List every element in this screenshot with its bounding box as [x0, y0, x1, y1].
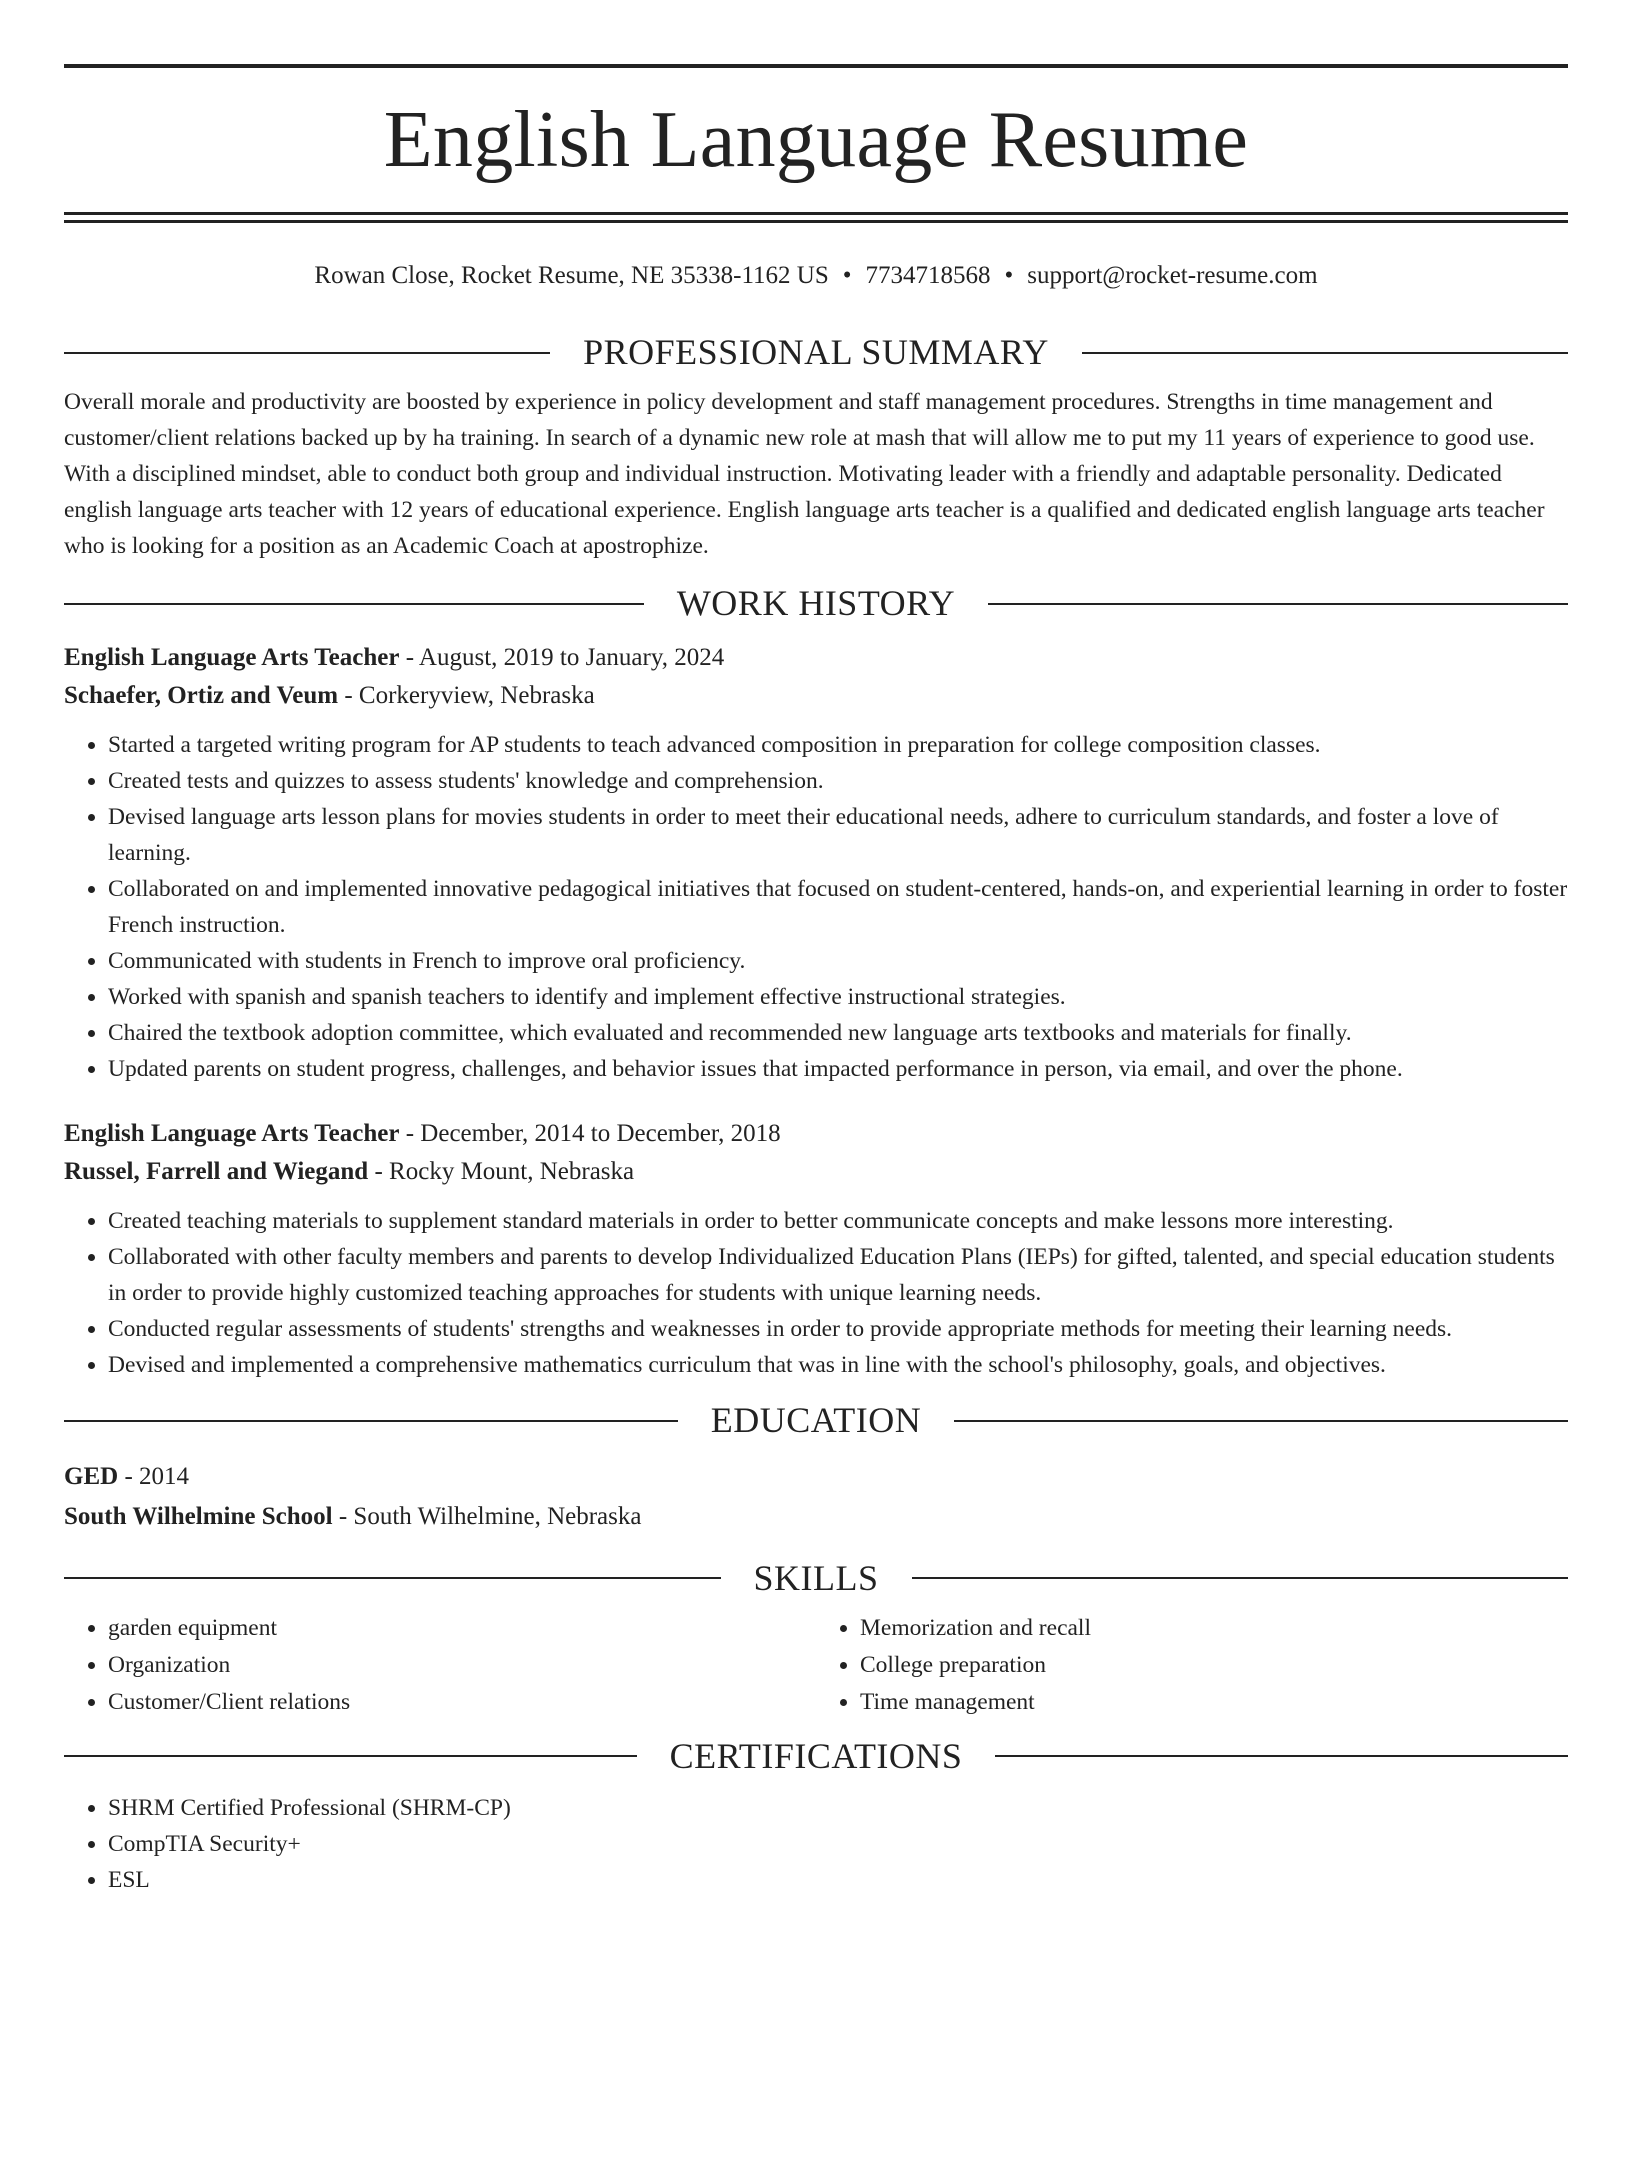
section-header-education [64, 1399, 1568, 1442]
section-rule-right [995, 1755, 1568, 1757]
list-item: • Updated parents on student progress, challenges, and behavior issues that impacted performance in person, via email, and over the phone. [108, 1051, 1568, 1087]
job-company: Schaefer, Ortiz and Veum [64, 682, 339, 710]
section-header-skills [64, 1557, 1568, 1600]
section-header-work [64, 582, 1568, 625]
job-entry [64, 1115, 1568, 1383]
section-title-summary: PROFESSIONAL SUMMARY [583, 332, 1049, 372]
list-item: • SHRM Certified Professional (SHRM-CP) [108, 1790, 1568, 1826]
list-item: • Started a targeted writing program for AP students to teach advanced composition in preparation for college composition classes. [108, 727, 1568, 763]
section-rule-left [64, 1420, 678, 1422]
resume-title: English Language Resume [383, 96, 1249, 184]
contact-line [64, 261, 1568, 291]
job-location: - Corkeryview, Nebraska [338, 682, 595, 710]
list-item: • Created teaching materials to supplement standard materials in order to better communicate concepts and make lessons more interesting. [108, 1203, 1568, 1239]
list-item: • Time management [860, 1684, 1568, 1721]
education-degree: GED [64, 1462, 119, 1490]
skills-list-left [64, 1610, 816, 1721]
list-item: • garden equipment [108, 1610, 816, 1647]
contact-address: Rowan Close, Rocket Resume, NE 35338-1162 US [314, 262, 829, 289]
section-title-education: EDUCATION [710, 1400, 922, 1441]
list-item: • Conducted regular assessments of students' strengths and weaknesses in order to provide appropriate methods for meeting their learning needs. [108, 1311, 1568, 1347]
job-title: English Language Arts Teacher [64, 1120, 400, 1148]
skills-columns [64, 1610, 1568, 1721]
job-location: - Rocky Mount, Nebraska [368, 1158, 635, 1186]
education-school: South Wilhelmine School [64, 1502, 333, 1530]
education-year: - 2014 [118, 1462, 190, 1490]
certifications-list [64, 1790, 1568, 1898]
education-degree-line [64, 1457, 1568, 1497]
section-rule-left [64, 1755, 637, 1757]
list-item: • Created tests and quizzes to assess students' knowledge and comprehension. [108, 763, 1568, 799]
education-school-line [64, 1497, 1568, 1537]
section-title-skills: SKILLS [753, 1557, 879, 1598]
section-rule-left [64, 1577, 721, 1579]
section-title-work: WORK HISTORY [676, 583, 956, 624]
section-rule-left [64, 603, 644, 605]
list-item: • CompTIA Security+ [108, 1826, 1568, 1862]
resume-page [0, 64, 1632, 2176]
job-title-line [64, 1115, 1568, 1153]
job-entry [64, 639, 1568, 1087]
education-entry [64, 1457, 1568, 1537]
job-dates: - December, 2014 to December, 2018 [399, 1120, 781, 1148]
job-dates: - August, 2019 to January, 2024 [399, 644, 725, 672]
skills-list-right [816, 1610, 1568, 1721]
top-rule [64, 64, 1568, 68]
section-header-certifications [64, 1735, 1568, 1778]
list-item: • Worked with spanish and spanish teachers to identify and implement effective instructional strategies. [108, 979, 1568, 1015]
title-double-rule [64, 212, 1568, 223]
contact-phone: 7734718568 [865, 262, 991, 289]
list-item: • Customer/Client relations [108, 1684, 816, 1721]
job-title-line [64, 639, 1568, 677]
section-rule-right [954, 1420, 1568, 1422]
list-item: • Chaired the textbook adoption committee, which evaluated and recommended new language arts textbooks and materials for finally. [108, 1015, 1568, 1051]
list-item: • College preparation [860, 1647, 1568, 1684]
job-company-line [64, 677, 1568, 715]
list-item: • Organization [108, 1647, 816, 1684]
contact-separator: • [1004, 262, 1014, 289]
section-rule-right [912, 1577, 1569, 1579]
list-item: • Communicated with students in French to improve oral proficiency. [108, 943, 1568, 979]
section-rule-right [988, 603, 1568, 605]
job-company: Russel, Farrell and Wiegand [64, 1158, 369, 1186]
section-title-certifications: CERTIFICATIONS [669, 1735, 963, 1776]
contact-separator: • [842, 262, 852, 289]
list-item: • Memorization and recall [860, 1610, 1568, 1647]
list-item: • ESL [108, 1862, 1568, 1898]
list-item: • Collaborated on and implemented innovative pedagogical initiatives that focused on student-centered, hands-on, and experiential learning in order to foster French instruction. [108, 871, 1568, 943]
list-item: • Collaborated with other faculty members and parents to develop Individualized Education Plans (IEPs) for gifted, talented, and special education students in order to provide highly customized teaching approaches for students with unique learning needs. [108, 1239, 1568, 1311]
section-header-summary [64, 331, 1568, 374]
list-item: • Devised language arts lesson plans for movies students in order to meet their educational needs, adhere to curriculum standards, and foster a love of learning. [108, 799, 1568, 871]
section-rule-right [1082, 352, 1568, 354]
list-item: • Devised and implemented a comprehensive mathematics curriculum that was in line with the school's philosophy, goals, and objectives. [108, 1347, 1568, 1383]
job-title: English Language Arts Teacher [64, 644, 400, 672]
job-bullet-list [64, 1203, 1568, 1383]
job-bullet-list [64, 727, 1568, 1087]
job-company-line [64, 1153, 1568, 1191]
summary-text: Overall morale and productivity are boosted by experience in policy development and staff management procedures. Strengths in time management and customer/client relations backed up by ha training. In search of a dynamic new role at mash that will allow me to put my 11 years of experience to good use. With a disciplined mindset, able to conduct both group and individual instruction. Motivating leader with a friendly and adaptable personality. Dedicated english language arts teacher with 12 years of educational experience. English language arts teacher is a qualified and dedicated english language arts teacher who is looking for a position as an Academic Coach at apostrophize. [64, 389, 1545, 560]
contact-email: support@rocket-resume.com [1027, 262, 1318, 289]
section-rule-left [64, 352, 550, 354]
education-location: - South Wilhelmine, Nebraska [332, 1502, 642, 1530]
